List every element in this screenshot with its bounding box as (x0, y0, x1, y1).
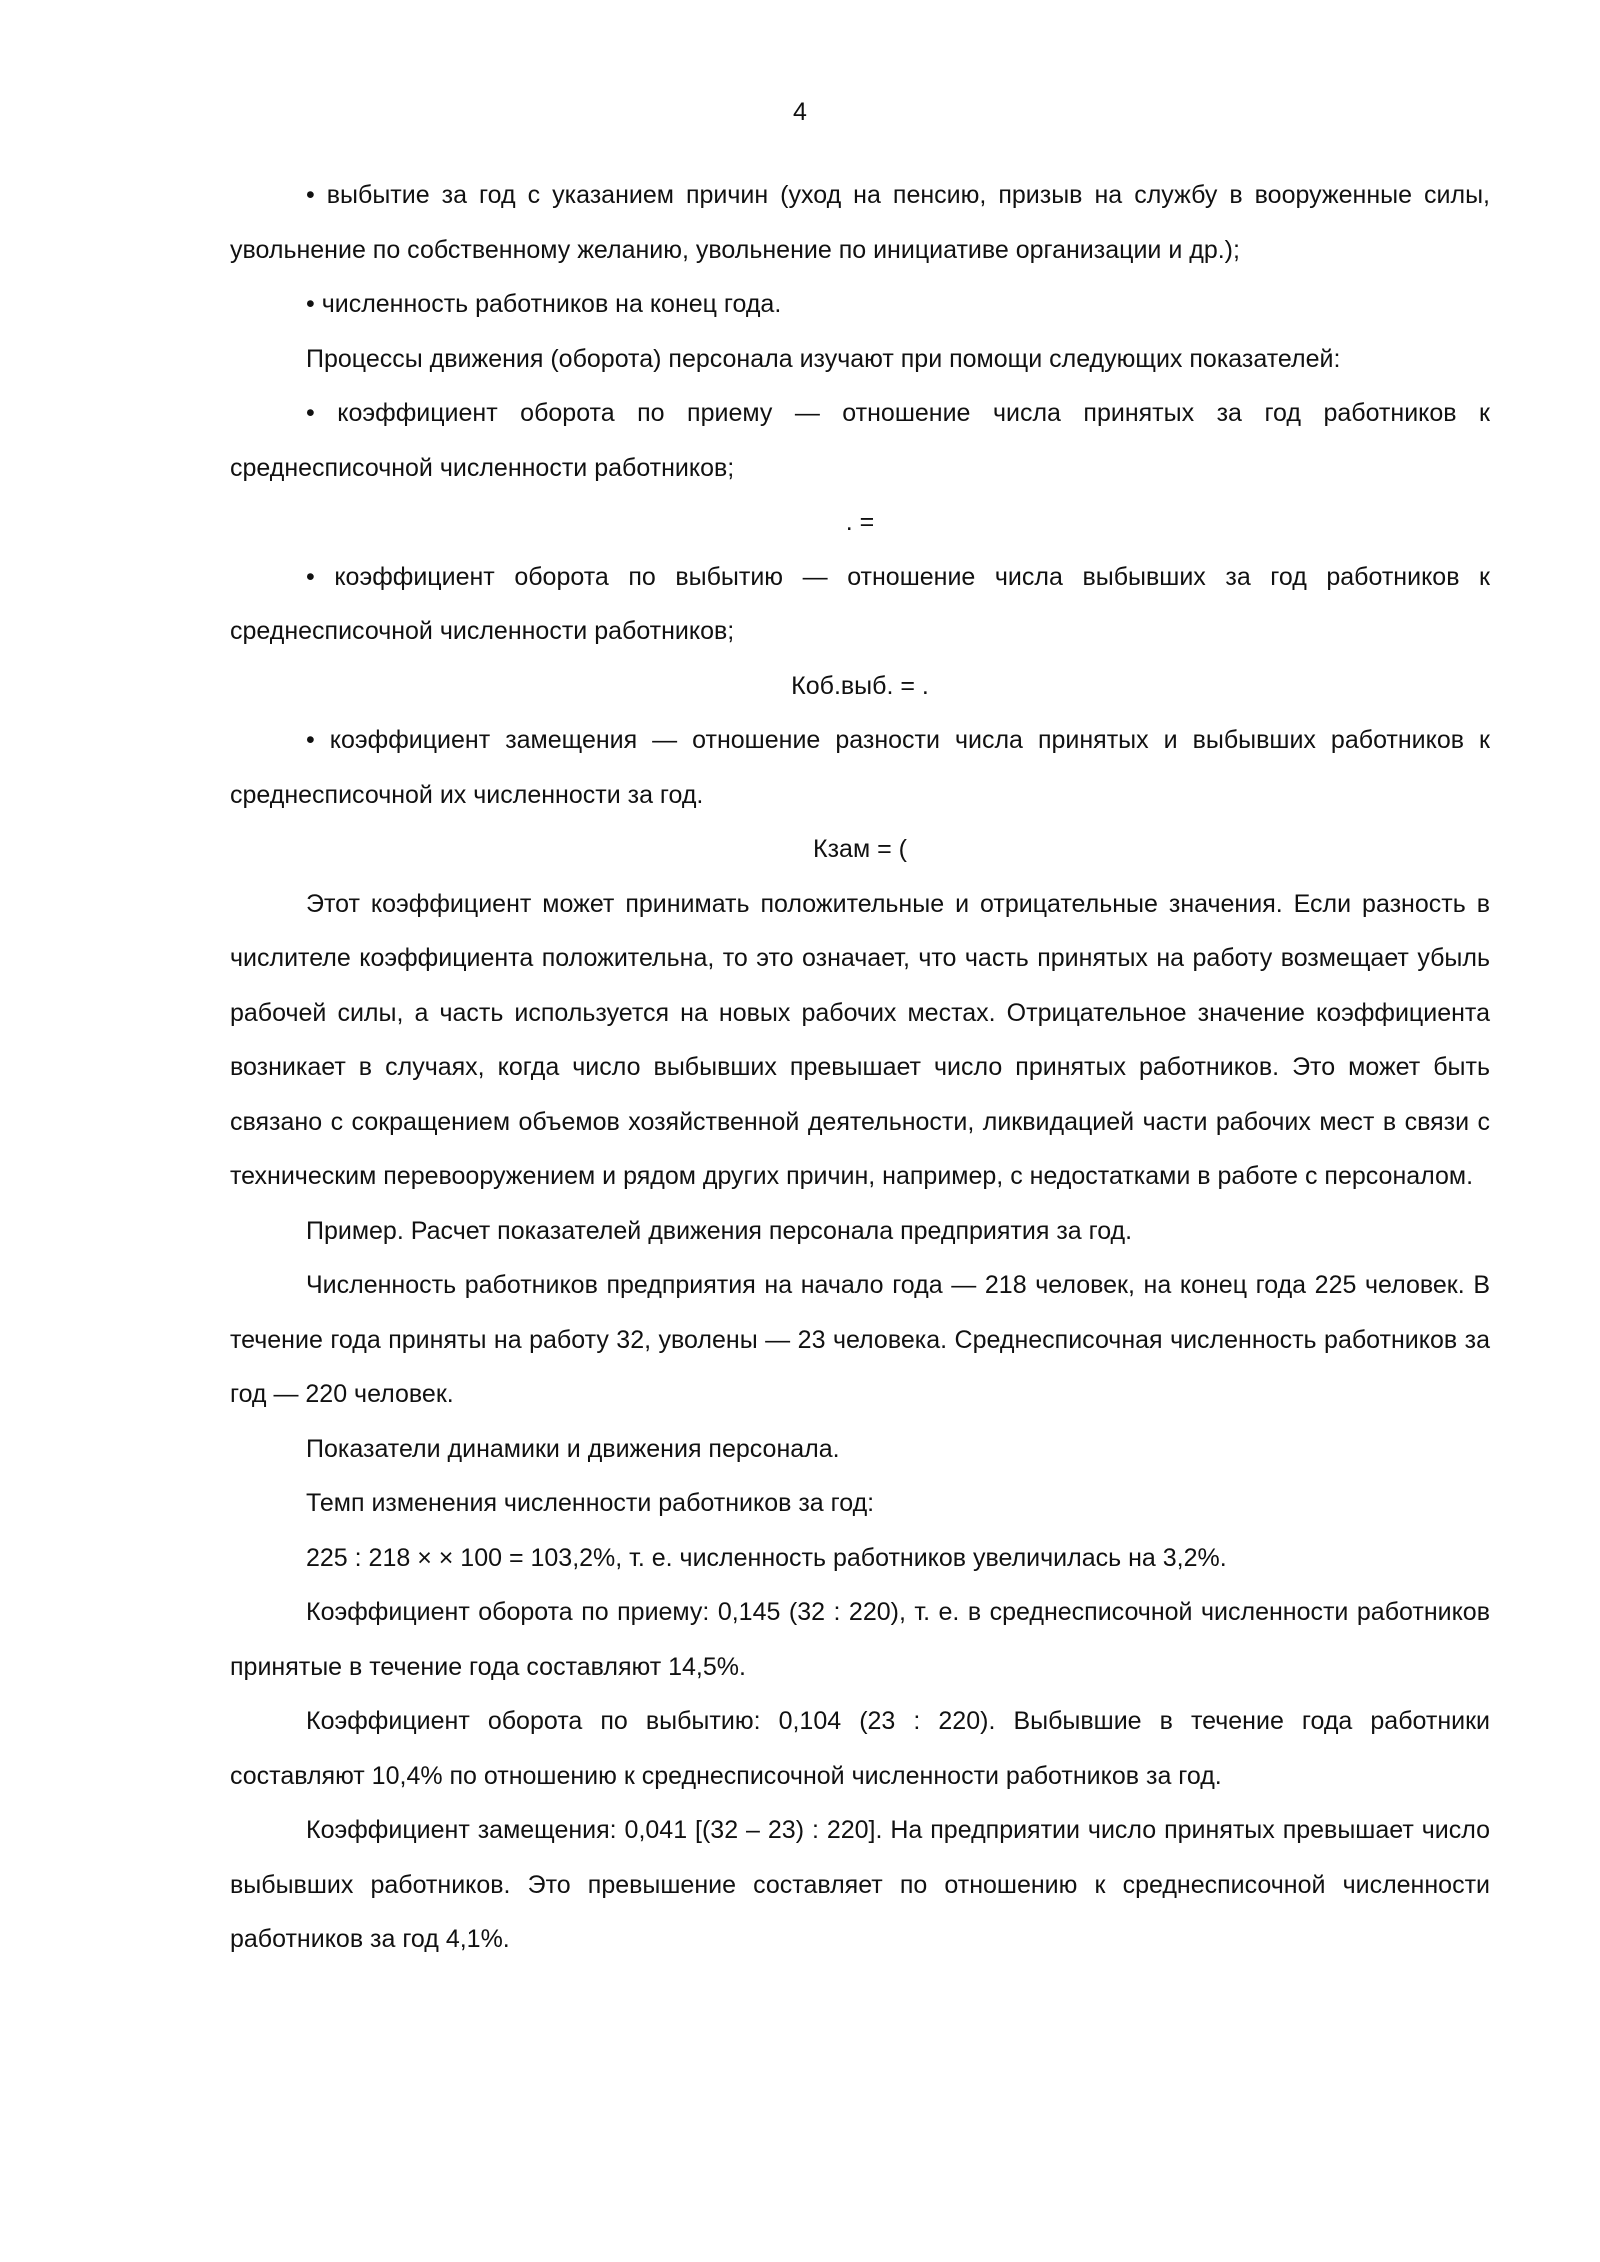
paragraph-bullet-disposal: • выбытие за год с указанием причин (уход на пенсию, призыв на службу в вооруженные силы, увольнение по собственному желанию, увольнение по инициативе организации и др.); (230, 181, 1490, 264)
paragraph-growth-rate-calc: 225 : 218 × × 100 = 103,2%, т. е. численность работников увеличилась на 3,2%. (306, 1543, 1227, 1572)
paragraph-growth-rate-heading: Темп изменения численности работников за год: (306, 1489, 875, 1517)
paragraph-indicators-heading: Показатели динамики и движения персонала. (306, 1434, 840, 1463)
paragraph-hiring-ratio-result: Коэффициент оборота по приему: 0,145 (32 : 220), т. е. в среднесписочной численности работников принятые в течение года составляют 14,5%. (230, 1598, 1490, 1681)
paragraph-bullet-hiring-ratio: • коэффициент оборота по приему — отношение числа принятых за год работников к среднесписочной численности работников; (230, 399, 1490, 482)
page-body (230, 168, 1490, 1967)
formula-hiring-ratio: . = (845, 508, 875, 536)
paragraph-example-data: Численность работников предприятия на начало года — 218 человек, на конец года 225 человек. В течение года приняты на работу 32, уволены — 23 человека. Среднесписочная численность работников за год — 220 человек. (230, 1271, 1490, 1408)
paragraph-example-title: Пример. Расчет показателей движения персонала предприятия за год. (306, 1216, 1133, 1245)
paragraph-disposal-ratio-result: Коэффициент оборота по выбытию: 0,104 (23 : 220). Выбывшие в течение года работники составляют 10,4% по отношению к среднесписочной численности работников за год. (230, 1707, 1490, 1790)
page-number: 4 (793, 98, 807, 126)
paragraph-turnover-intro: Процессы движения (оборота) персонала изучают при помощи следующих показателей: (306, 344, 1341, 373)
paragraph-bullet-disposal-ratio: • коэффициент оборота по выбытию — отношение числа выбывших за год работников к среднесписочной численности работников; (230, 562, 1490, 645)
paragraph-bullet-replacement-ratio: • коэффициент замещения — отношение разности числа принятых и выбывших работников к среднесписочной их численности за год. (230, 726, 1490, 809)
paragraph-bullet-headcount-end: • численность работников на конец года. (306, 290, 782, 318)
paragraph-replacement-ratio-result: Коэффициент замещения: 0,041 [(32 – 23) : 220]. На предприятии число принятых превышает число выбывших работников. Это превышение составляет по отношению к среднесписочной численности работников за год 4,1%. (230, 1816, 1490, 1953)
formula-replacement-ratio: Кзам = ( (813, 835, 907, 863)
paragraph-ratio-explanation: Этот коэффициент может принимать положительные и отрицательные значения. Если разность в числителе коэффициента положительна, то это означает, что часть принятых на работу возмещает убыль рабочей силы, а часть используется на новых рабочих местах. Отрицательное значение коэффициента возникает в случаях, когда число выбывших превышает число принятых работников. Это может быть связано с сокращением объемов хозяйственной деятельности, ликвидацией части рабочих мест в связи с техническим перевооружением и рядом других причин, например, с недостатками в работе с персоналом. (230, 889, 1490, 1190)
formula-disposal-ratio: Коб.выб. = . (791, 671, 929, 700)
